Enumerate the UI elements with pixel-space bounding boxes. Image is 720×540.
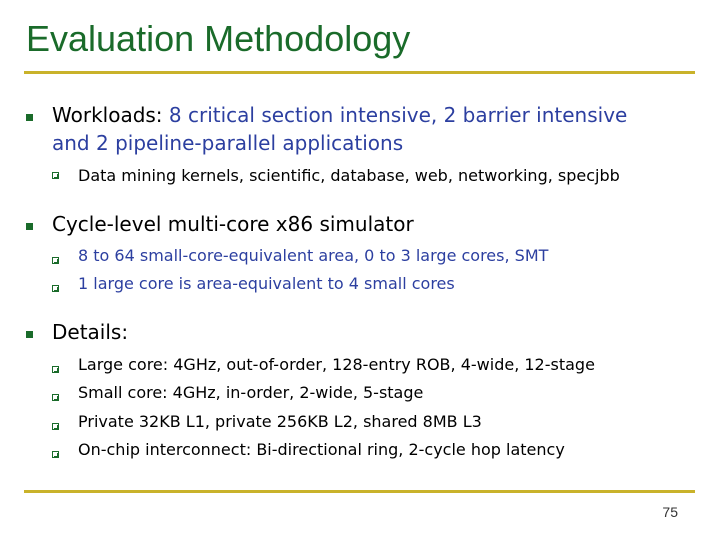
- workloads-continuation: and 2 pipeline-parallel applications: [52, 131, 404, 155]
- bullet-simulator: Cycle-level multi-core x86 simulator: [52, 212, 414, 236]
- checkbox-bullet-icon: [52, 285, 59, 292]
- footer-divider: [24, 490, 695, 493]
- workloads-highlight: 8 critical section intensive, 2 barrier intensive: [168, 103, 628, 127]
- title-divider: [24, 71, 695, 74]
- sub-bullet-large-core: Large core: 4GHz, out-of-order, 128-entry ROB, 4-wide, 12-stage: [78, 355, 595, 374]
- checkbox-bullet-icon: [52, 172, 59, 179]
- checkbox-bullet-icon: [52, 451, 59, 458]
- checkbox-bullet-icon: [52, 366, 59, 373]
- workloads-label: Workloads:: [52, 103, 169, 127]
- bullet-marker-square: [26, 114, 33, 121]
- slide-title: Evaluation Methodology: [26, 18, 411, 59]
- bullet-workloads: [52, 101, 627, 157]
- checkbox-bullet-icon: [52, 394, 59, 401]
- bullet-details: Details:: [52, 320, 129, 344]
- sub-bullet-interconnect: On-chip interconnect: Bi-directional ring, 2-cycle hop latency: [78, 440, 565, 459]
- page-number: 75: [662, 504, 678, 520]
- sub-bullet-workload-types: Data mining kernels, scientific, database, web, networking, specjbb: [78, 166, 620, 185]
- bullet-marker-square: [26, 331, 33, 338]
- checkbox-bullet-icon: [52, 423, 59, 430]
- bullet-marker-square: [26, 223, 33, 230]
- sub-bullet-small-core: Small core: 4GHz, in-order, 2-wide, 5-stage: [78, 383, 424, 402]
- sub-bullet-caches: Private 32KB L1, private 256KB L2, shared 8MB L3: [78, 412, 482, 431]
- sub-bullet-area-config: 8 to 64 small-core-equivalent area, 0 to 3 large cores, SMT: [78, 246, 549, 265]
- checkbox-bullet-icon: [52, 257, 59, 264]
- sub-bullet-area-equivalent: 1 large core is area-equivalent to 4 small cores: [78, 274, 455, 293]
